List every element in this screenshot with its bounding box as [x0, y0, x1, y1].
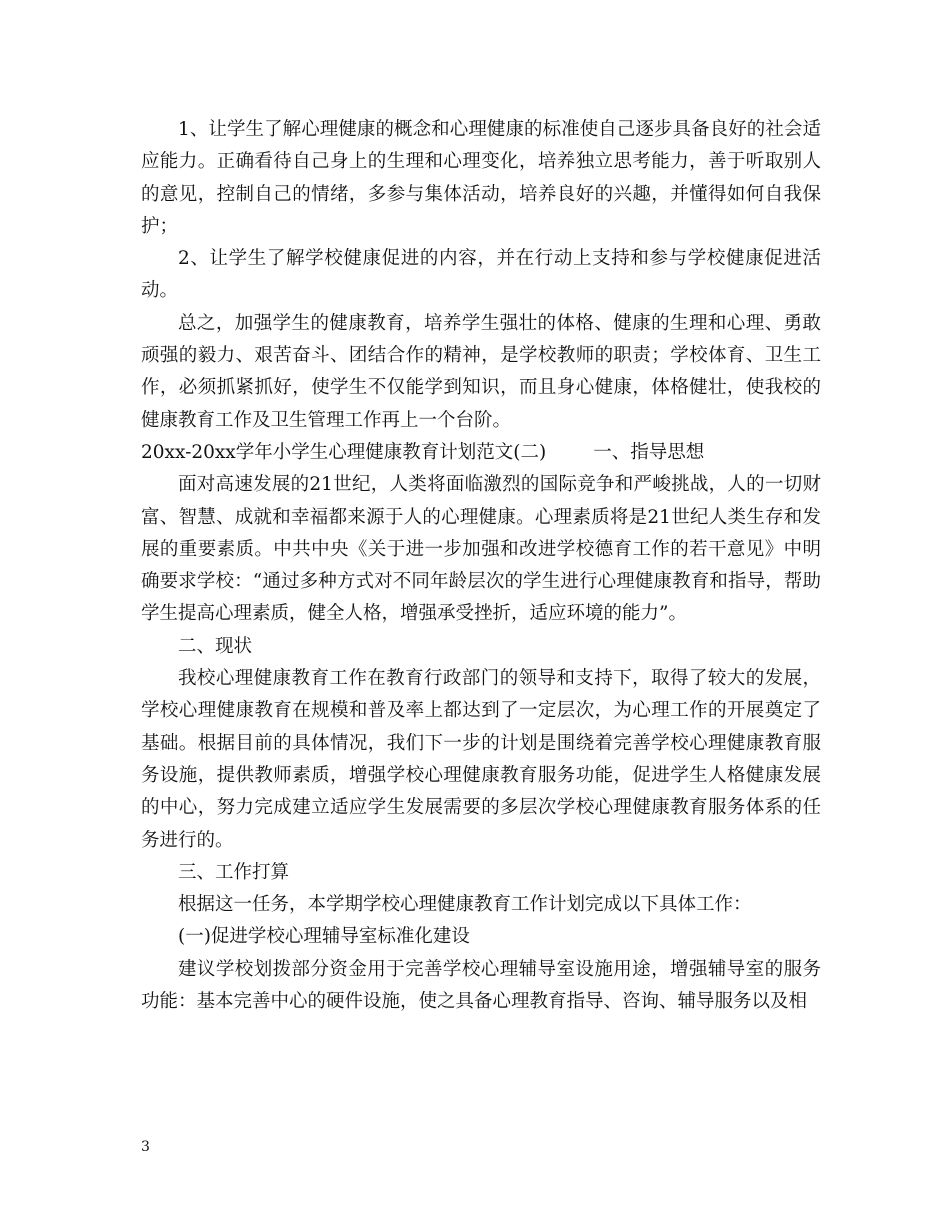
page-number: 3 — [141, 1139, 150, 1155]
paragraph-subsection-1: 建议学校划拨部分资金用于完善学校心理辅导室设施用途，增强辅导室的服务功能：基本完善中心的硬件设施，使之具备心理教育指导、咨询、辅导服务以及相 — [141, 958, 821, 1013]
paragraph-current-status: 我校心理健康教育工作在教育行政部门的领导和支持下，取得了较大的发展，学校心理健康教育在规模和普及率上都达到了一定层次，为心理工作的开展奠定了基础。根据目前的具体情况，我们下一步的计划是围绕着完善学校心理健康教育服务设施，提供教师素质，增强学校心理健康教育服务功能，促进学生人格健康发展的中心，努力完成建立适应学生发展需要的多层次学校心理健康教育服务体系的任务进行的。 — [141, 668, 821, 851]
paragraph-goal-1: 1、让学生了解心理健康的概念和心理健康的标准使自己逐步具备良好的社会适应能力。正确看待自己身上的生理和心理变化，培养独立思考能力，善于听取别人的意见，控制自己的情绪，多参与集体活动，培养良好的兴趣，并懂得如何自我保护； — [141, 119, 821, 237]
heading-subsection-1: (一)促进学校心理辅导室标准化建设 — [178, 926, 470, 948]
paragraph-summary: 总之，加强学生的健康教育，培养学生强壮的体格、健康的生理和心理、勇敢顽强的毅力、艰苦奋斗、团结合作的精神，是学校教师的职责；学校体育、卫生工作，必须抓紧抓好，使学生不仅能学到知识，而且身心健康，体格健壮，使我校的健康教育工作及卫生管理工作再上一个台阶。 — [141, 312, 821, 431]
paragraph-work-plan-intro: 根据这一任务，本学期学校心理健康教育工作计划完成以下具体工作： — [178, 894, 752, 916]
heading-work-plan: 三、工作打算 — [178, 861, 290, 883]
paragraph-goal-2: 2、让学生了解学校健康促进的内容，并在行动上支持和参与学校健康促进活动。 — [141, 248, 821, 302]
document-body — [141, 114, 821, 1018]
heading-current-status: 二、现状 — [178, 635, 253, 657]
section-title-line: 20xx-20xx学年小学生心理健康教育计划范文(二) 一、指导思想 — [141, 441, 705, 463]
paragraph-guiding-thought: 面对高速发展的21世纪，人类将面临激烈的国际竞争和严峻挑战，人的一切财富、智慧、成就和幸福都来源于人的心理健康。心理素质将是21世纪人类生存和发展的重要素质。中共中央《关于进一步加强和改进学校德育工作的若干意见》中明确要求学校：“通过多种方式对不同年龄层次的学生进行心理健康教育和指导，帮助学生提高心理素质，健全人格，增强承受挫折，适应环境的能力”。 — [141, 474, 821, 625]
